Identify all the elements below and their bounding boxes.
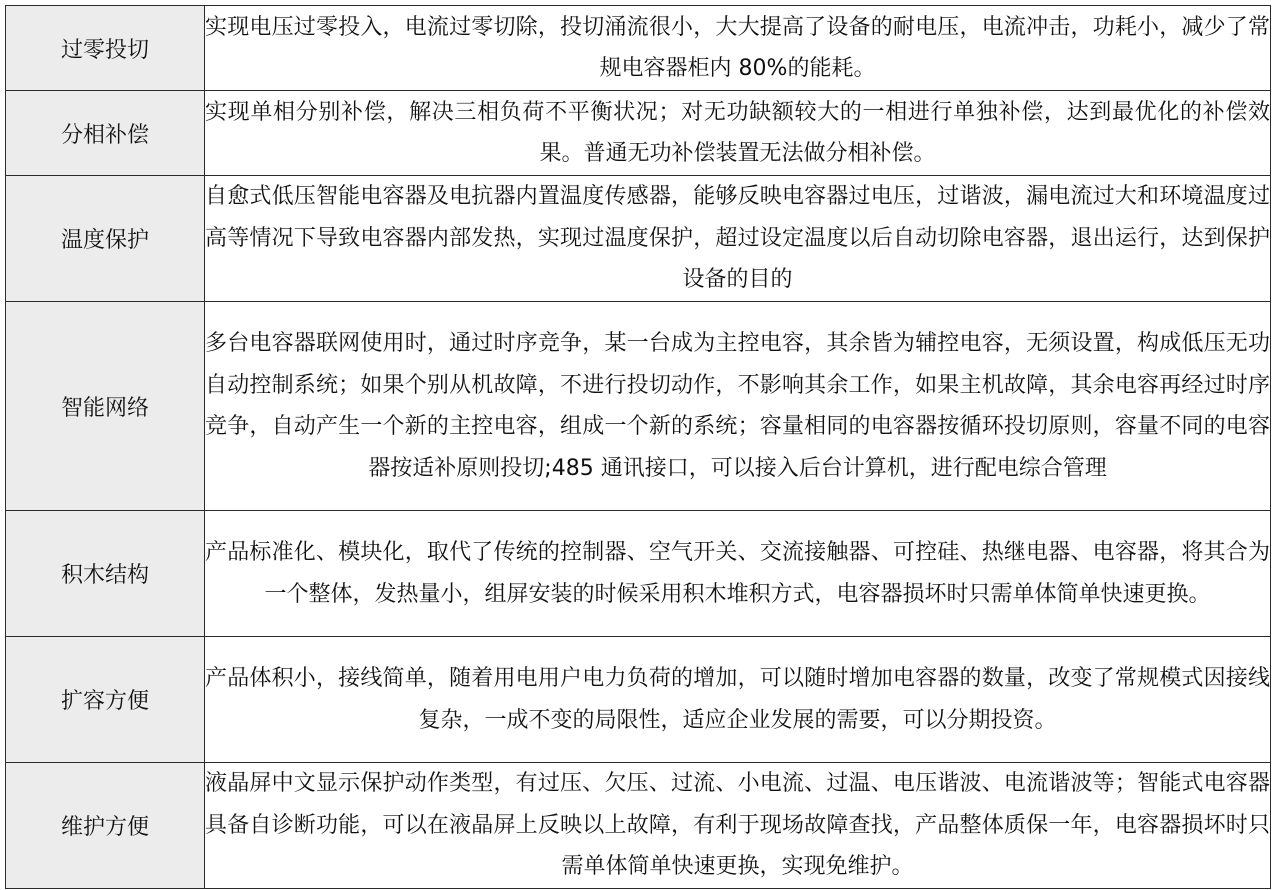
feature-description-cell: 实现电压过零投入，电流过零切除，投切涌流很小，大大提高了设备的耐电压，电流冲击，功耗小，减少了常规电容器柜内 80%的能耗。 (205, 6, 1271, 91)
feature-name-cell: 过零投切 (6, 6, 205, 91)
feature-description-cell: 液晶屏中文显示保护动作类型，有过压、欠压、过流、小电流、过温、电压谐波、电流谐波等；智能式电容器具备自诊断功能，可以在液晶屏上反映以上故障，有利于现场故障查找，产品整体质保一年，电容器损坏时只需单体简单快速更换，实现免维护。 (205, 763, 1271, 889)
feature-name-cell: 维护方便 (6, 763, 205, 889)
feature-name-cell: 扩容方便 (6, 637, 205, 763)
feature-name-cell: 分相补偿 (6, 91, 205, 176)
table-row (6, 91, 1271, 176)
feature-table (5, 5, 1271, 889)
feature-description-cell: 自愈式低压智能电容器及电抗器内置温度传感器，能够反映电容器过电压，过谐波，漏电流过大和环境温度过高等情况下导致电容器内部发热，实现过温度保护，超过设定温度以后自动切除电容器，退出运行，达到保护设备的目的 (205, 176, 1271, 302)
feature-name-cell: 积木结构 (6, 511, 205, 637)
table-row (6, 176, 1271, 302)
table-row (6, 637, 1271, 763)
feature-description-cell: 多台电容器联网使用时，通过时序竞争，某一台成为主控电容，其余皆为辅控电容，无须设置，构成低压无功自动控制系统；如果个别从机故障，不进行投切动作，不影响其余工作，如果主机故障，其余电容再经过时序竞争，自动产生一个新的主控电容，组成一个新的系统；容量相同的电容器按循环投切原则，容量不同的电容器按适补原则投切;485 通讯接口，可以接入后台计算机，进行配电综合管理 (205, 302, 1271, 511)
table-row (6, 6, 1271, 91)
feature-name-cell: 智能网络 (6, 302, 205, 511)
feature-description-cell: 实现单相分别补偿，解决三相负荷不平衡状况；对无功缺额较大的一相进行单独补偿，达到最优化的补偿效果。普通无功补偿装置无法做分相补偿。 (205, 91, 1271, 176)
feature-description-cell: 产品体积小，接线简单，随着用电用户电力负荷的增加，可以随时增加电容器的数量，改变了常规模式因接线复杂，一成不变的局限性，适应企业发展的需要，可以分期投资。 (205, 637, 1271, 763)
feature-name-cell: 温度保护 (6, 176, 205, 302)
table-row (6, 763, 1271, 889)
table-row (6, 511, 1271, 637)
feature-description-cell: 产品标准化、模块化，取代了传统的控制器、空气开关、交流接触器、可控硅、热继电器、电容器，将其合为一个整体，发热量小，组屏安装的时候采用积木堆积方式，电容器损坏时只需单体简单快速更换。 (205, 511, 1271, 637)
table-row (6, 302, 1271, 511)
